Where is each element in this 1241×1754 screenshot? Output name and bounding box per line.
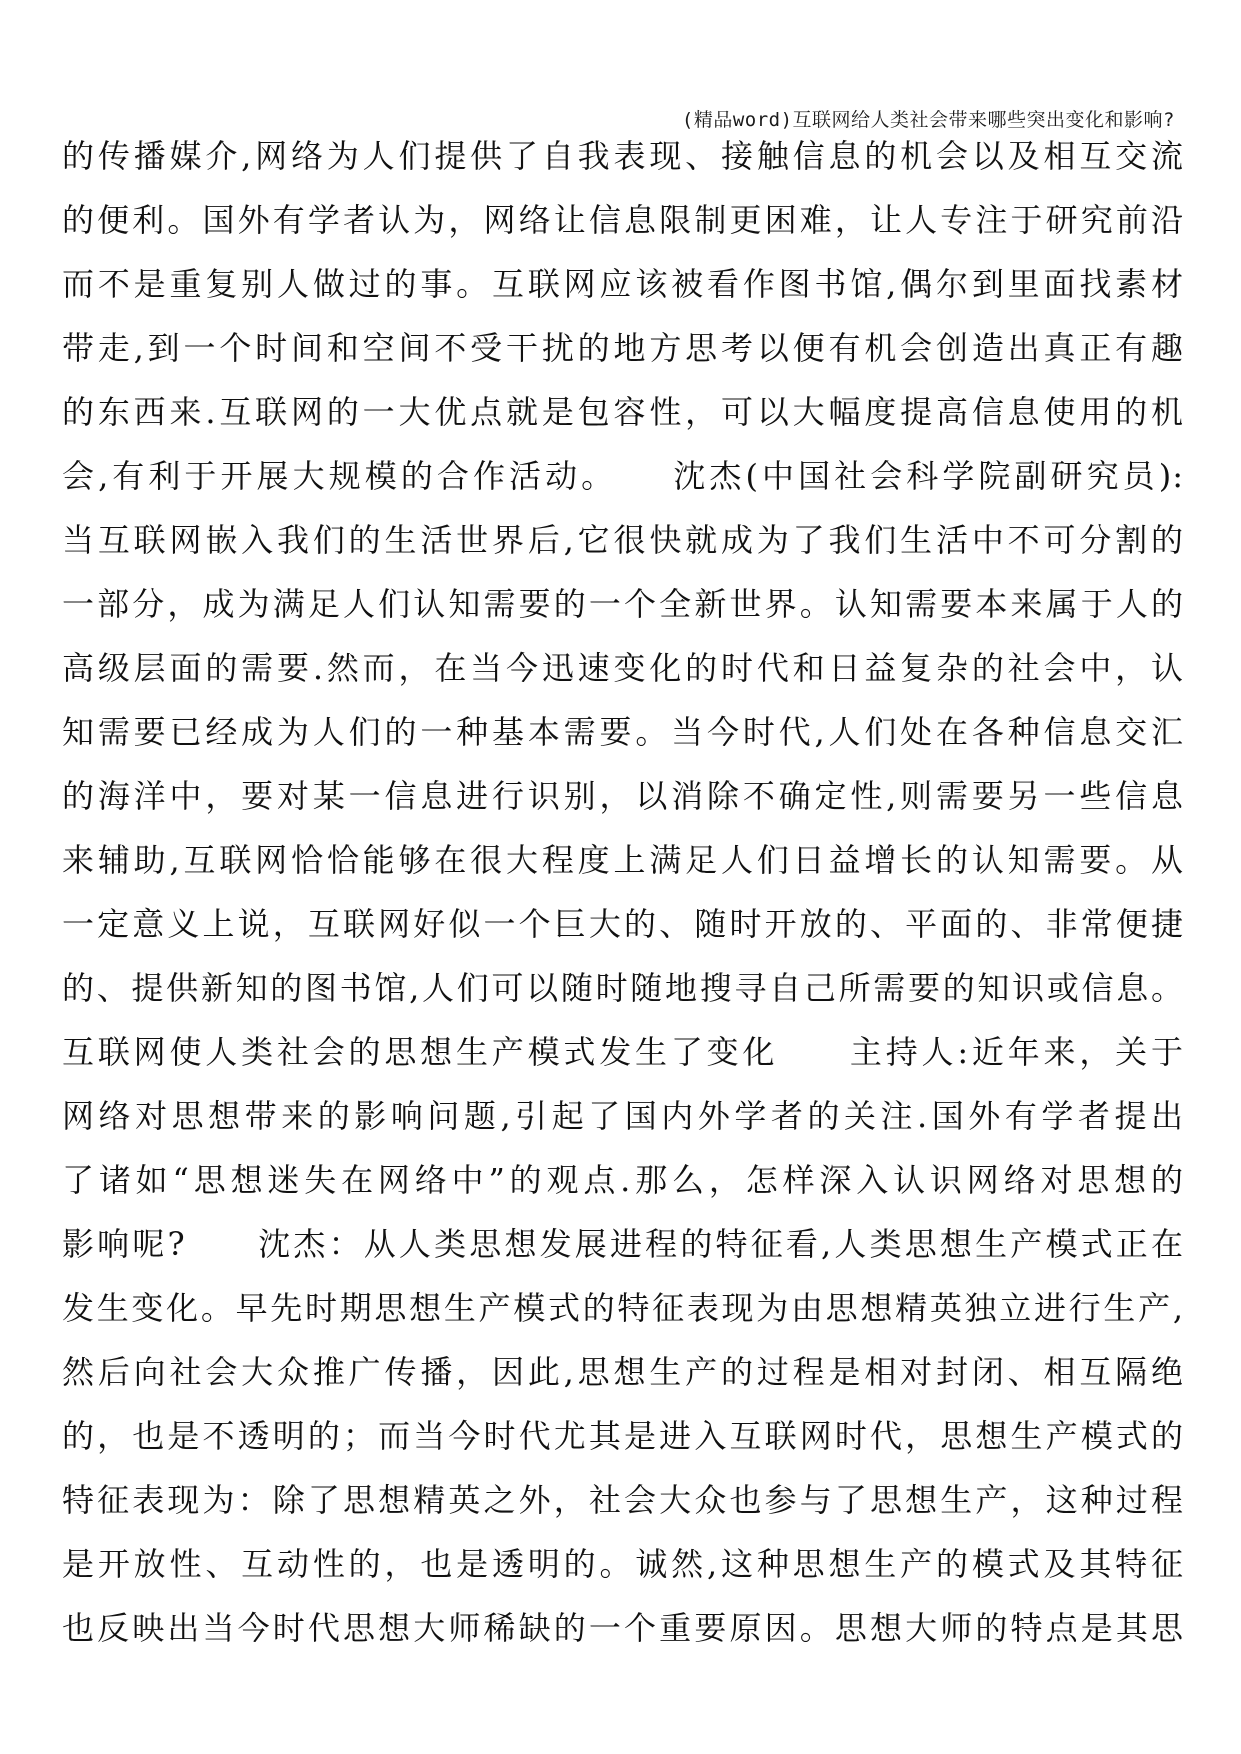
text-line: 然后向社会大众推广传播，因此,思想生产的过程是相对封闭、相互隔绝 — [62, 1353, 1184, 1391]
text-line: 知需要已经成为人们的一种基本需要。当今时代,人们处在各种信息交汇 — [62, 713, 1184, 751]
running-header: (精品word)互联网给人类社会带来哪些突出变化和影响? — [681, 109, 1175, 131]
text-line: 当互联网嵌入我们的生活世界后,它很快就成为了我们生活中不可分割的 — [62, 521, 1184, 559]
text-line: 的海洋中，要对某一信息进行识别，以消除不确定性,则需要另一些信息 — [62, 777, 1184, 815]
text-line: 了诸如“思想迷失在网络中”的观点.那么，怎样深入认识网络对思想的 — [62, 1161, 1184, 1199]
text-line: 是开放性、互动性的，也是透明的。诚然,这种思想生产的模式及其特征 — [62, 1545, 1184, 1583]
text-line: 一定意义上说，互联网好似一个巨大的、随时开放的、平面的、非常便捷 — [62, 905, 1184, 943]
text-line: 会,有利于开展大规模的合作活动。 沈杰(中国社会科学院副研究员): — [62, 457, 1184, 495]
text-line: 的便利。国外有学者认为，网络让信息限制更困难，让人专注于研究前沿 — [62, 201, 1184, 239]
text-line: 高级层面的需要.然而，在当今迅速变化的时代和日益复杂的社会中，认 — [62, 649, 1184, 687]
text-line: 而不是重复别人做过的事。互联网应该被看作图书馆,偶尔到里面找素材 — [62, 265, 1184, 303]
text-line: 影响呢? 沈杰：从人类思想发展进程的特征看,人类思想生产模式正在 — [62, 1225, 1184, 1263]
body-text — [62, 124, 1184, 1660]
text-line: 也反映出当今时代思想大师稀缺的一个重要原因。思想大师的特点是其思 — [62, 1609, 1184, 1647]
text-line: 的东西来.互联网的一大优点就是包容性，可以大幅度提高信息使用的机 — [62, 393, 1184, 431]
text-line: 的传播媒介,网络为人们提供了自我表现、接触信息的机会以及相互交流 — [62, 137, 1184, 175]
text-line: 的，也是不透明的；而当今时代尤其是进入互联网时代，思想生产模式的 — [62, 1417, 1184, 1455]
text-line: 互联网使人类社会的思想生产模式发生了变化 主持人:近年来，关于 — [62, 1033, 1184, 1071]
text-line: 发生变化。早先时期思想生产模式的特征表现为由思想精英独立进行生产, — [62, 1289, 1184, 1327]
text-line: 一部分，成为满足人们认知需要的一个全新世界。认知需要本来属于人的 — [62, 585, 1184, 623]
text-line: 的、提供新知的图书馆,人们可以随时随地搜寻自己所需要的知识或信息。 — [62, 969, 1184, 1007]
text-line: 带走,到一个时间和空间不受干扰的地方思考以便有机会创造出真正有趣 — [62, 329, 1184, 367]
text-line: 网络对思想带来的影响问题,引起了国内外学者的关注.国外有学者提出 — [62, 1097, 1184, 1135]
text-line: 特征表现为：除了思想精英之外，社会大众也参与了思想生产，这种过程 — [62, 1481, 1184, 1519]
text-line: 来辅助,互联网恰恰能够在很大程度上满足人们日益增长的认知需要。从 — [62, 841, 1184, 879]
